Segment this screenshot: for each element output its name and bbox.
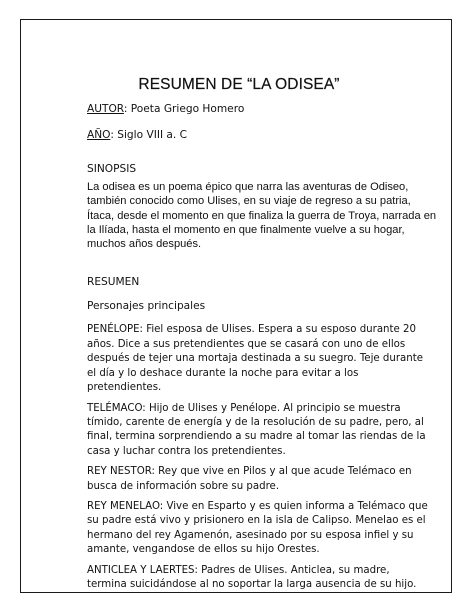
year-label: AÑO	[87, 129, 111, 141]
character-anticlea-laertes: ANTICLEA Y LAERTES: Padres de Ulises. Anticlea, su madre, termina suicidándose al no soportar la larga ausencia de su hijo.	[87, 564, 417, 590]
synopsis-text: La odisea es un poema épico que narra las aventuras de Odiseo, también conocido como Ulises, en su viaje de regreso a su patria, Ítaca, desde el momento en que finaliza la guerra de Troya, narrada en la Ilíada, hasta el momento en que finalmente vuelve a su hogar, muchos años después.	[87, 181, 437, 251]
character-telemaco: TELÉMACO: Hijo de Ulises y Penélope. Al principio se muestra tímido, carente de energía y de la resolución de su padre, pero, al final, termina sorprendiendo a su madre al tomar las riendas de la casa y luchar contra los pretendientes.	[87, 402, 426, 457]
summary-heading: RESUMEN	[87, 276, 140, 289]
author-value: : Poeta Griego Homero	[123, 103, 245, 115]
author-label: AUTOR	[87, 103, 124, 115]
character-penelope: PENÉLOPE: Fiel esposa de Ulises. Espera a su esposo durante 20 años. Dice a sus pretendientes que se casará con uno de ellos después de tejer una mortaja destinada a su suegro. Teje durante el día y lo deshace durante la noche para evitar a los pretendientes.	[87, 324, 423, 394]
synopsis-heading: SINOPSIS	[87, 163, 137, 175]
characters-heading: Personajes principales	[87, 300, 206, 313]
document-page	[20, 19, 452, 593]
year-value: : Siglo VIII a. C	[110, 129, 188, 141]
document-content	[87, 76, 435, 592]
document-title: RESUMEN DE “LA ODISEA”	[138, 76, 340, 93]
character-menelao: REY MENELAO: Vive en Esparto y es quien informa a Telémaco que su padre está vivo y prisionero en la isla de Calipso. Menelao es el hermano del rey Agamenón, asesinado por su esposa infiel y su amante, vengandose de ellos su hijo Orestes.	[87, 500, 428, 556]
character-nestor: REY NESTOR: Rey que vive en Pilos y al que acude Telémaco en busca de información sobre su padre.	[87, 466, 412, 492]
author-line	[87, 102, 435, 116]
year-line	[87, 128, 435, 142]
